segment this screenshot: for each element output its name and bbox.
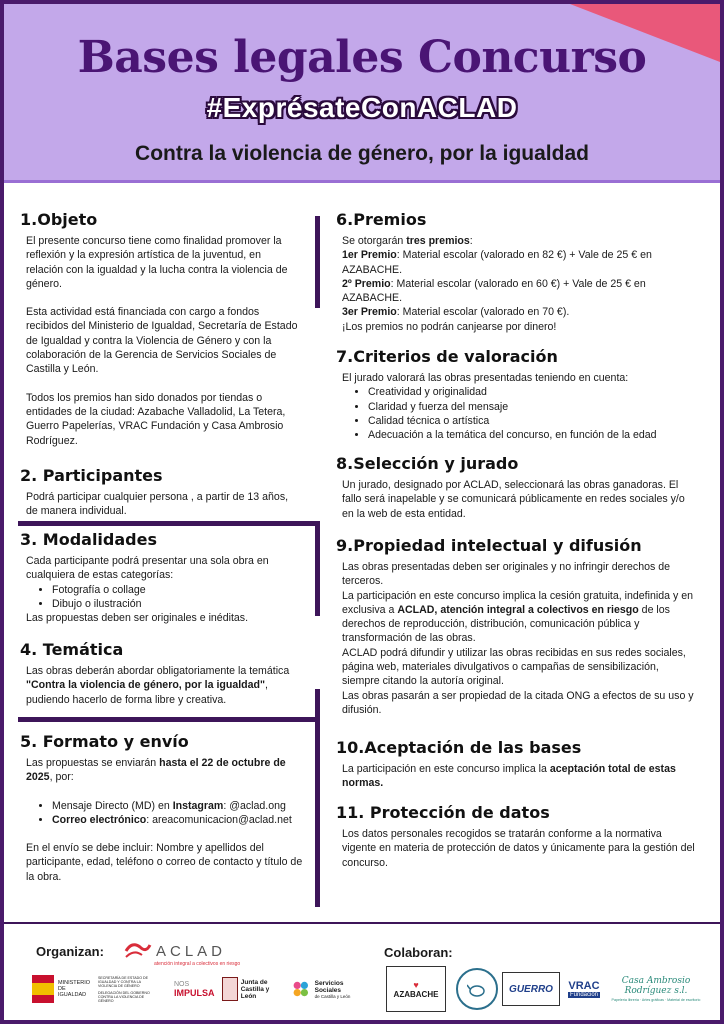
section-seleccion <box>336 454 696 521</box>
junta-logo: Junta de Castilla y León <box>222 972 280 1006</box>
paragraph: Las obras deberán abordar obligatoriamente la temática "Contra la violencia de género, por la igualdad", pudiendo hacerlo de forma libre y creativa. <box>26 665 290 706</box>
coat-of-arms-icon <box>222 977 238 1001</box>
casa-ambrosio-logo: Casa Ambrosio Rodríguez s.l. Papelería librería · Artes gráficas · Material de escritorio <box>611 976 701 1002</box>
divider-line <box>18 717 320 722</box>
prize-2: 2º Premio: Material escolar (valorado en 60 €) + Vale de 25 € en AZABACHE. <box>342 277 646 305</box>
servicios-sociales-icon <box>290 977 312 1001</box>
paragraph: Un jurado, designado por ACLAD, seleccionará las obras ganadoras. El fallo será inapelable y se comunicará públicamente en redes sociales y/o en la web de esta entidad. <box>342 479 685 520</box>
azabache-logo: ♥ AZABACHE <box>386 966 446 1012</box>
contact-list <box>26 799 305 828</box>
servicios-sociales-logo: Servicios Sociales de Castilla y León <box>290 974 366 1004</box>
section-title: 2. Participantes <box>20 466 163 485</box>
category-list <box>26 583 300 612</box>
header-banner <box>4 4 720 183</box>
spain-flag-icon <box>32 975 54 1003</box>
paragraph: Las obras presentadas deben ser originales y no infringir derechos de terceros. <box>342 561 671 588</box>
prize-1: 1er Premio: Material escolar (valorado en 82 €) + Vale de 25 € en AZABACHE. <box>342 249 652 276</box>
list-item: • Mensaje Directo (MD) en Instagram: @aclad.ong <box>52 799 305 813</box>
vrac-logo: VRAC Fundación <box>568 980 600 998</box>
divider-line <box>18 521 320 526</box>
section-premios <box>336 210 686 334</box>
paragraph: Los datos personales recogidos se tratarán conforme a la normativa vigente en materia de protección de datos y únicamente para la gestión del concurso. <box>342 828 695 869</box>
page-title: Bases legales Concurso <box>77 32 647 83</box>
list-item: • Fotografía o collage <box>52 583 300 597</box>
paragraph: Podrá participar cualquier persona , a partir de 13 años, de manera individual. <box>26 491 289 518</box>
hashtag: #ExprésateConACLAD <box>206 92 518 123</box>
section-aceptacion <box>336 738 696 791</box>
paragraph: El jurado valorará las obras presentadas teniendo en cuenta: <box>342 372 629 384</box>
section-title: 7.Criterios de valoración <box>336 347 558 366</box>
paragraph: Las propuestas deben ser originales e inéditas. <box>26 612 249 625</box>
section-criterios <box>336 347 696 442</box>
divider-line <box>315 524 320 616</box>
section-formato <box>20 732 305 884</box>
section-title: 8.Selección y jurado <box>336 454 519 473</box>
section-title: 1.Objeto <box>20 210 98 229</box>
section-tematica <box>20 640 305 707</box>
footer-divider <box>4 922 720 924</box>
section-title: 6.Premios <box>336 210 427 229</box>
list-item: • Calidad técnica o artística <box>368 414 696 428</box>
aclad-symbol-icon <box>124 941 152 961</box>
paragraph: Cada participante podrá presentar una sola obra en cualquiera de estas categorías: <box>26 555 269 582</box>
page-subtitle: Contra la violencia de género, por la igualdad <box>135 142 589 165</box>
section-propiedad <box>336 536 696 717</box>
poster <box>4 4 720 1020</box>
heart-icon: ♥ <box>413 979 419 990</box>
paragraph: ¡Los premios no podrán canjearse por dinero! <box>342 320 557 333</box>
paragraph: Las obras pasarán a ser propiedad de la citada ONG a efectos de su uso y difusión. <box>342 689 694 716</box>
section-title: 9.Propiedad intelectual y difusión <box>336 536 642 555</box>
aclad-logo: ACLAD atención integral a colectivos en riesgo <box>124 938 244 970</box>
section-title: 5. Formato y envío <box>20 732 189 751</box>
paragraph: Todos los premios han sido donados por tiendas o entidades de la ciudad: Azabache Valladolid, La Tetera, Guerro Papelerías, VRAC Fundación y Casa Ambrosio Rodríguez. <box>26 391 286 447</box>
list-item: • Adecuación a la temática del concurso, en función de la edad <box>368 428 696 442</box>
paragraph: Se otorgarán tres premios: <box>342 235 473 247</box>
paragraph: ACLAD podrá difundir y utilizar las obras recibidas en sus redes sociales, página web, materiales divulgativos o campañas de sensibilización, siempre citando la autoría original. <box>342 646 686 688</box>
la-tetera-logo <box>456 968 498 1010</box>
section-objeto <box>20 210 300 448</box>
section-title: 11. Protección de datos <box>336 803 550 822</box>
paragraph: El presente concurso tiene como finalidad promover la reflexión y la expresión artística de la juventud, en relación con la igualdad y la lucha contra la violencia de género. <box>26 235 288 290</box>
organizan-label: Organizan: <box>36 944 104 959</box>
section-title: 4. Temática <box>20 640 124 659</box>
section-title: 3. Modalidades <box>20 530 157 549</box>
paragraph: Las propuestas se enviarán hasta el 22 de octubre de 2025, por: <box>26 757 286 784</box>
list-item: • Creatividad y originalidad <box>368 385 696 399</box>
list-item: • Correo electrónico: areacomunicacion@aclad.net <box>52 813 305 827</box>
section-participantes <box>20 466 300 519</box>
section-title: 10.Aceptación de las bases <box>336 738 582 757</box>
paragraph: En el envío se debe incluir: Nombre y apellidos del participante, edad, teléfono o correo de contacto y título de la obra. <box>26 842 303 883</box>
guerro-logo: GUERRO <box>502 972 560 1006</box>
section-modalidades <box>20 530 300 625</box>
criteria-list <box>342 385 696 442</box>
section-proteccion <box>336 803 696 870</box>
list-item: • Claridad y fuerza del mensaje <box>368 400 696 414</box>
prize-3: 3er Premio: Material escolar (valorado en 70 €). <box>342 306 570 319</box>
paragraph: Esta actividad está financiada con cargo a fondos recibidos del Ministerio de Igualdad, Secretaría de Estado de Igualdad y contra la Violencia de Género y con la colaboración de la Gerencia de Servicios Sociales de Castilla y León. <box>26 306 298 376</box>
paragraph: La participación en este concurso implica la aceptación total de estas normas. <box>342 763 676 790</box>
list-item: • Dibujo o ilustración <box>52 597 300 611</box>
teapot-icon <box>467 980 487 998</box>
ministerio-logo: MINISTERIO DE IGUALDAD SECRETARÍA DE ESTADO DE IGUALDAD Y CONTRA LA VIOLENCIA DE GÉNERO DELEGACIÓN DEL GOBIERNO CONTRA LA VIOLENCIA DE GÉNERO <box>32 972 162 1006</box>
colaboran-label: Colaboran: <box>384 945 453 960</box>
paragraph: La participación en este concurso implica la cesión gratuita, indefinida y en exclusiva a ACLAD, atención integral a colectivos en riesgo de los derechos de reproducción, distribución, comunicación pública y transformación de las obras. <box>342 589 693 645</box>
nos-impulsa-logo: NOS IMPULSA <box>174 980 215 998</box>
divider-line <box>315 216 320 308</box>
